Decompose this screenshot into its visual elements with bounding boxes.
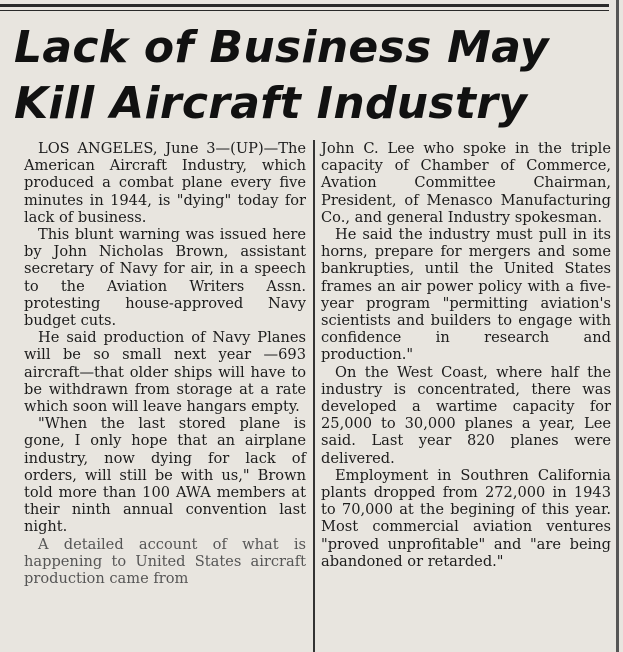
column-divider xyxy=(313,140,315,652)
paragraph: On the West Coast, where half the industry is concentrated, there was developed a wartime capacity for 25,000 to 30,000 planes a year, Lee said. Last year 820 planes were delivered. xyxy=(321,363,611,467)
paragraph: "When the last stored plane is gone, I only hope that an airplane industry, now dying for lack of orders, will still be with us," Brown told more than 100 AWA members at their ninth annual convention last night. xyxy=(24,415,306,536)
headline-line-2: Kill Aircraft Industry xyxy=(14,78,528,129)
paragraph: This blunt warning was issued here by John Nicholas Brown, assistant secretary of Navy for air, in a speech to the Aviation Writers Assn. protesting house-approved Navy budget cuts. xyxy=(24,226,306,330)
paragraph: A detailed account of what is happening to United States aircraft production came from xyxy=(24,535,306,588)
headline xyxy=(14,20,604,132)
paragraph: He said the industry must pull in its horns, prepare for mergers and some bankrupties, until the United States frames an air power policy with a five-year program "permitting aviation's scientists and builders to engage with confidence in research and production." xyxy=(321,226,611,364)
article-column-right xyxy=(321,140,611,570)
paragraph: Employment in Southren California plants dropped from 272,000 in 1943 to 70,000 at the begining of this year. Most commercial aviation ventures "proved unprofitable" and "are being abandoned or retarded." xyxy=(321,466,611,570)
article-column-left xyxy=(24,140,306,587)
paragraph-dateline: LOS ANGELES, June 3—(UP)—The American Aircraft Industry, which produced a combat plane every five minutes in 1944, is "dying" today for lack of business. xyxy=(24,140,306,226)
paragraph: He said production of Navy Planes will be so small next year —693 aircraft—that older ships will have to be withdrawn from storage at a rate which soon will leave hangars empty. xyxy=(24,329,306,416)
paragraph-continued: John C. Lee who spoke in the triple capacity of Chamber of Commerce, Avation Committee Chairman, President, of Menasco Manufacturing Co., and general Industry spokesman. xyxy=(321,140,611,226)
headline-line-1: Lack of Business May xyxy=(14,22,549,73)
top-rule xyxy=(0,4,609,7)
page-edge-rule xyxy=(616,0,619,652)
top-rule-thin xyxy=(0,10,609,11)
